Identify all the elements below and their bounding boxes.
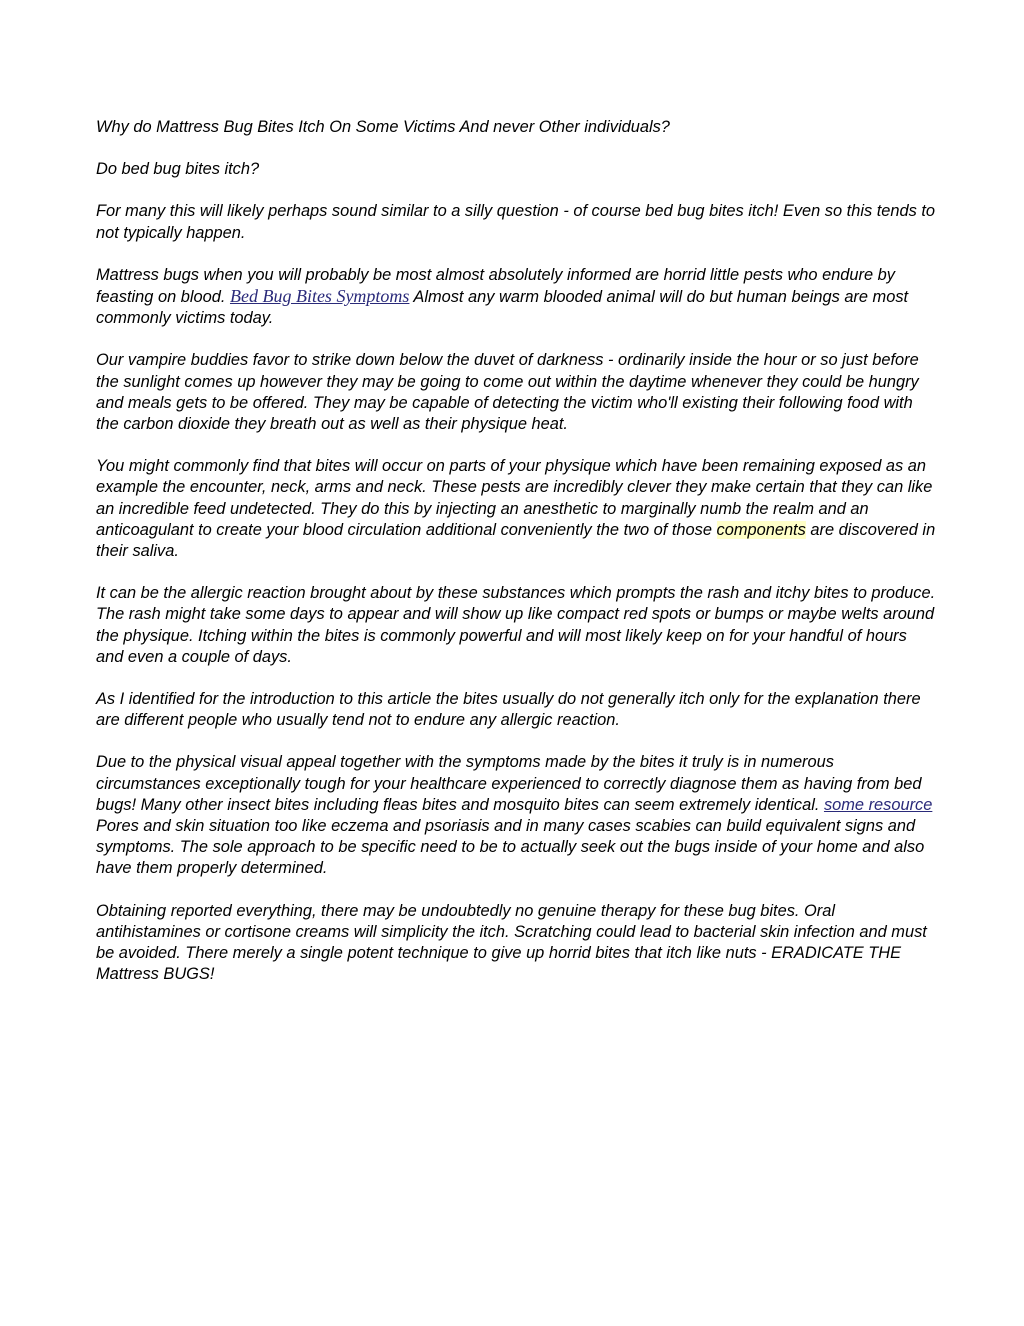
some-resource-link[interactable]: some resource xyxy=(823,795,933,814)
highlighted-word: components xyxy=(716,520,806,539)
question-paragraph: Do bed bug bites itch? xyxy=(96,160,260,179)
paragraph-7 xyxy=(96,752,936,879)
paragraph-2-text-before: Mattress bugs when you will probably be most almost absolutely informed are horrid little pests who endure by feasting on blood. xyxy=(96,265,895,307)
paragraph-4-text-before: You might commonly find that bites will occur on parts of your physique which have been remaining exposed as an example the encounter, neck, arms and neck. These pests are incredibly clever they make certain that they can like an incredible feed undetected. They do this by injecting an anesthetic to marginally numb the realm and an anticoagulant to create your blood circulation additional conveniently the two of those xyxy=(96,457,933,539)
paragraph-4-text-after: are discovered in their saliva. xyxy=(96,520,936,561)
bed-bug-bites-symptoms-link[interactable]: Bed Bug Bites Symptoms xyxy=(229,286,410,307)
paragraph-7-text-before: Due to the physical visual appeal together with the symptoms made by the bites it truly is in numerous circumstances exceptionally tough for your healthcare experienced to correctly diagnose them as having from bed bugs! Many other insect bites including fleas bites and mosquito bites can seem extremely identical. xyxy=(96,753,922,814)
paragraph-1: For many this will likely perhaps sound similar to a silly question - of course bed bug bites itch! Even so this tends to not typically happen. xyxy=(96,202,936,242)
article-title: Why do Mattress Bug Bites Itch On Some Victims And never Other individuals? xyxy=(96,118,670,136)
paragraph-5: It can be the allergic reaction brought about by these substances which prompts the rash and itchy bites to produce. The rash might take some days to appear and will show up like compact red spots or bumps or maybe welts around the physique. Itching within the bites is commonly powerful and will most likely keep on for your handful of hours and even a couple of days. xyxy=(96,584,936,666)
paragraph-2 xyxy=(96,265,936,330)
paragraph-4 xyxy=(96,456,936,562)
paragraph-2-text-after: Almost any warm blooded animal will do but human beings are most commonly victims today. xyxy=(96,288,909,328)
paragraph-8: Obtaining reported everything, there may be undoubtedly no genuine therapy for these bug bites. Oral antihistamines or cortisone creams will simplicity the itch. Scratching could lead to bacterial skin infection and must be avoided. There merely a single potent technique to give up horrid bites that itch like nuts - ERADICATE THE Mattress BUGS! xyxy=(96,901,927,984)
document-page xyxy=(96,117,936,1007)
paragraph-6: As I identified for the introduction to this article the bites usually do not generally itch only for the explanation there are different people who usually tend not to endure any allergic reaction. xyxy=(96,690,921,730)
paragraph-3: Our vampire buddies favor to strike down below the duvet of darkness - ordinarily inside the hour or so just before the sunlight comes up however they may be going to come out within the daytime whenever they could be hungry and meals gets to be offered. They may be capable of detecting the victim who'll existing their following food with the carbon dioxide they breath out as well as their physique heat. xyxy=(96,351,919,434)
paragraph-7-text-after: Pores and skin situation too like eczema and psoriasis and in many cases scabies can build equivalent signs and symptoms. The sole approach to be specific need to be to actually seek out the bugs inside of your home and also have them properly determined. xyxy=(96,817,925,878)
